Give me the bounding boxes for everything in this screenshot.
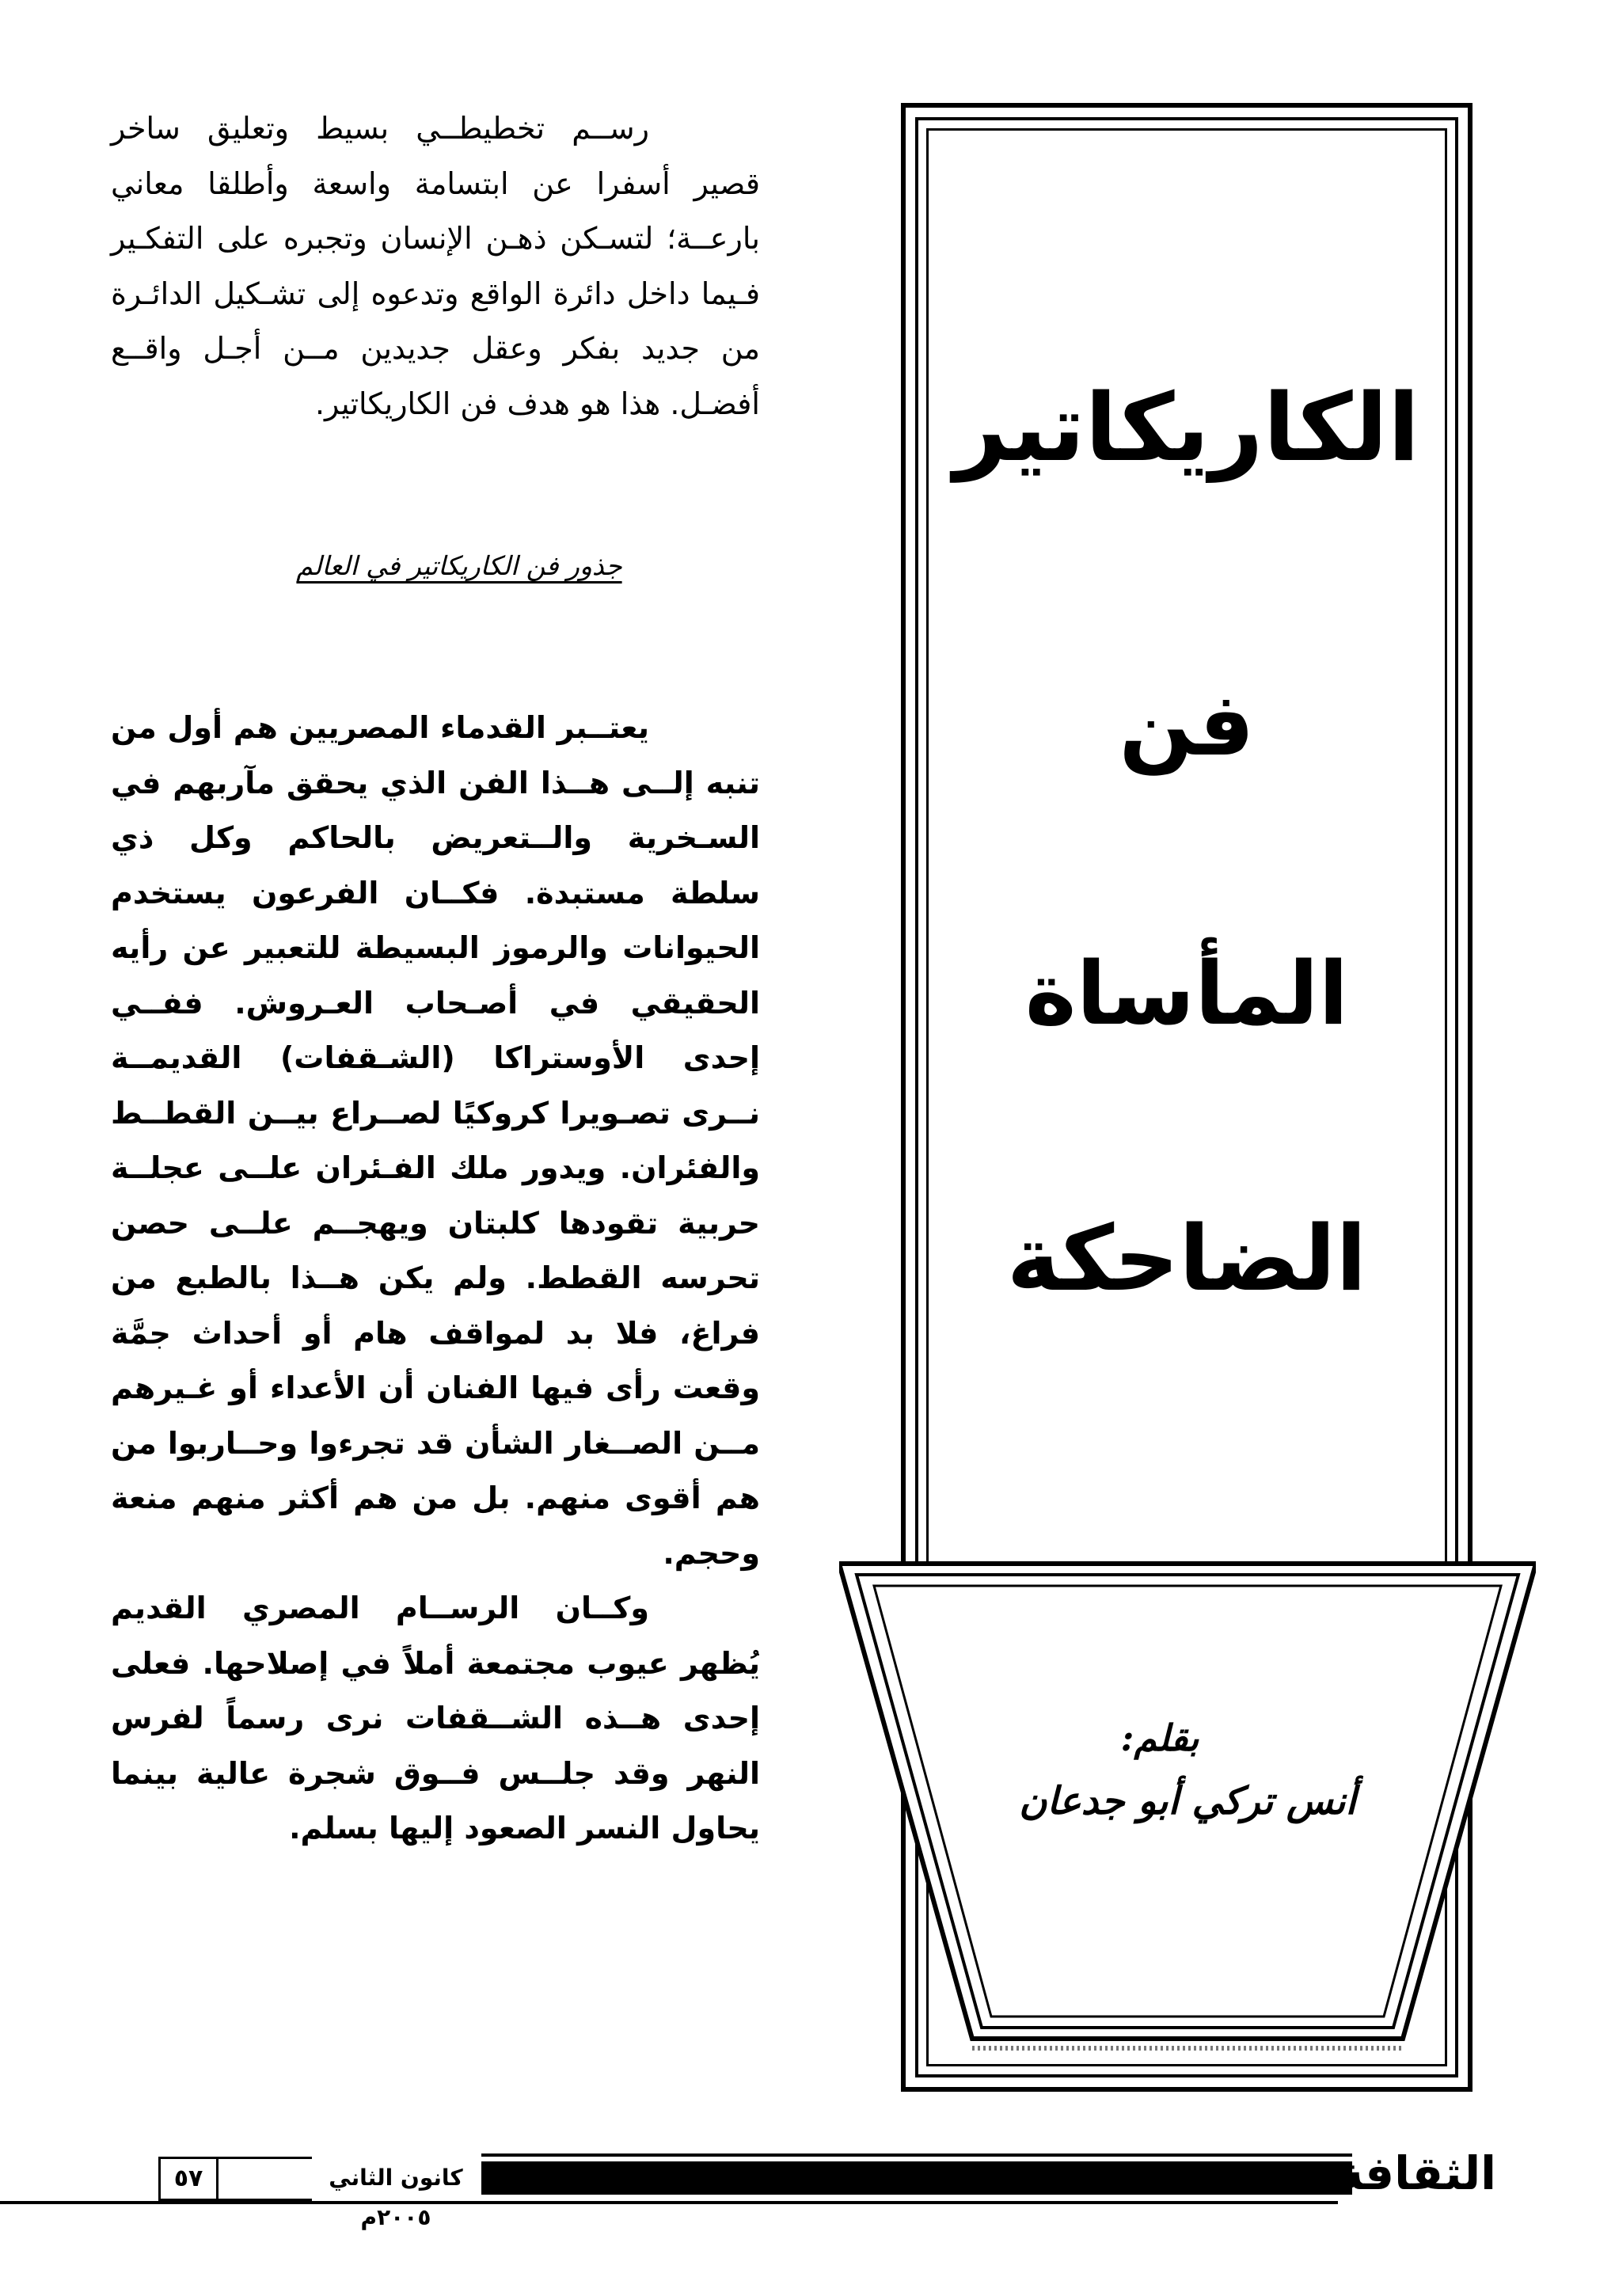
- title-line-1: الكاريكاتير: [953, 373, 1420, 482]
- subheading: [111, 431, 760, 701]
- footer-bottom-rule: [0, 2201, 1338, 2204]
- byline: [934, 1710, 1441, 1837]
- subheading-text: جذور فن الكاريكاتير في العالم: [296, 550, 622, 582]
- page-number: ٥٧: [158, 2157, 218, 2201]
- page-footer: [158, 2138, 1496, 2230]
- issue-date: كانون الثاني ٢٠٠٥م: [317, 2158, 475, 2198]
- byline-label: بقلم:: [1120, 1716, 1199, 1759]
- title-line-3: المأساة: [1024, 943, 1349, 1044]
- footer-frame: [218, 2157, 312, 2201]
- paragraph-1: يعتــبر القدماء المصريين هم أول من تنبه إلــى هــذا الفن الذي يحقق مآربهم في السـخرية والــتعريض بالحاكم وكل ذي سلطة مستبدة. فكــان الفرعون يستخدم الحيوانات والرموز البسيطة للتعبير عن رأيه الحقيقي في أصـحاب العـروش. ففــي إحدى الأوستراكا (الشـقفات) القديمــة نــرى تصـويرا كروكيًا لصــراع بيــن القطــط والفئران. ويدور ملك الفـئران علــى عجلــة حربية تقودها كلبتان ويهجــم علــى حصن تحرسه القطط. ولم يكن هــذا بالطبع من فراغ، فلا بد لمواقف هام أو أحداث جمَّة وقعت رأى فيها الفنان أن الأعداء أو غـيرهم مــن الصــغار الشأن قد تجرءوا وحــاربوا من هم أقوى منهم. بل من هم أكثر منهم منعة وحجم.: [111, 710, 760, 1571]
- footer-black-bar: [481, 2161, 1352, 2195]
- author-name: أنس تركي أبو جدعان: [1019, 1779, 1356, 1823]
- magazine-logo: الثقافة: [1336, 2146, 1496, 2200]
- footer-thin-rule: [481, 2153, 1352, 2157]
- intro-paragraph: رســم تخطيطــي بسيط وتعليق ساخر قصير أسفرا عن ابتسامة واسعة وأطلقا معاني بارعــة؛ لتسـكن ذهـن الإنسان وتجبره على التفكـير فـيما داخل دائرة الواقع وتدعوه إلى تشـكيل الدائـرة من جديد بفكر وعقل جديدين مــن أجـل واقــع أفضـل. هذا هو هدف فن الكاريكاتير.: [111, 111, 760, 421]
- article-body: [111, 101, 760, 1857]
- paragraph-2: وكــان الرســام المصري القديم يُظهر عيوب مجتمعة أملاً في إصلاحها. فعلى إحدى هــذه الشــقفات نرى رسماً لفرس النهر وقد جلــس فــوق شجرة عالية بينما يحاول النسر الصعود إليها بسلم.: [111, 1591, 760, 1846]
- title-line-2: فن: [1119, 674, 1255, 775]
- title-line-4: الضاحكة: [1006, 1206, 1367, 1311]
